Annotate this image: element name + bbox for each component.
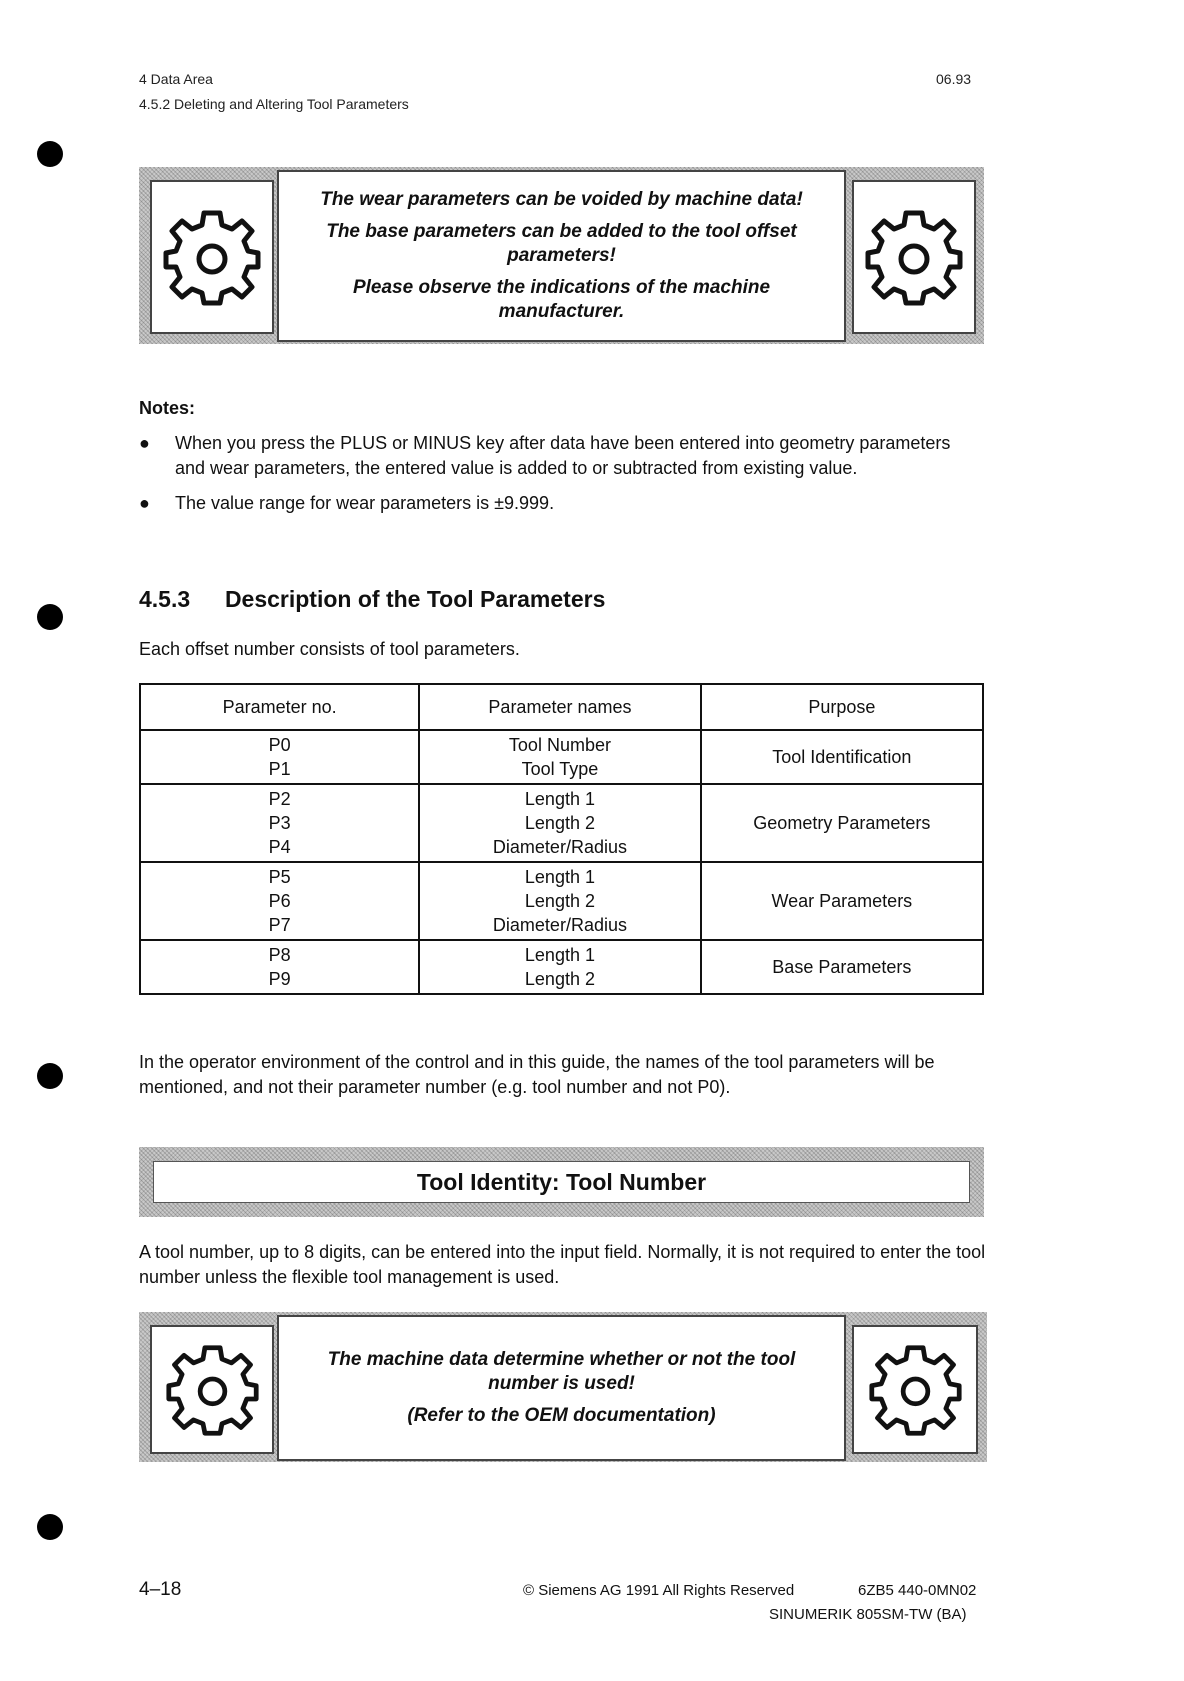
gear-icon (864, 207, 964, 307)
param-no: P7 (268, 915, 291, 935)
param-name: Length 1 (524, 945, 595, 965)
param-name: Length 2 (524, 891, 595, 911)
param-no: P4 (268, 837, 291, 857)
param-no: P6 (268, 891, 291, 911)
param-no: P3 (268, 813, 291, 833)
param-name: Tool Type (521, 759, 599, 779)
note2-line-1: The machine data determine whether or not the tool number is used! (327, 1349, 796, 1394)
table-row (140, 940, 983, 994)
section-intro: Each offset number consists of tool parameters. (139, 639, 520, 659)
gear-icon-cell (150, 1325, 274, 1454)
punch-hole (37, 1514, 63, 1540)
table-header-row (140, 684, 983, 730)
param-name: Diameter/Radius (492, 837, 627, 857)
machine-data-note (139, 167, 984, 344)
product-name: SINUMERIK 805SM-TW (BA) (769, 1606, 967, 1623)
table-row (140, 784, 983, 862)
gear-icon (162, 207, 262, 307)
list-item (139, 431, 984, 481)
header-chapter: 4 Data Area (139, 71, 213, 87)
copyright: © Siemens AG 1991 All Rights Reserved (523, 1582, 795, 1599)
page-number: 4–18 (139, 1579, 182, 1600)
gear-icon (165, 1342, 260, 1437)
table-row (140, 730, 983, 784)
param-no: P1 (268, 759, 291, 779)
gear-icon-cell (852, 180, 976, 334)
note1-line-3: Please observe the indications of the machine manufacturer. (352, 277, 771, 322)
notes-list (139, 431, 984, 516)
param-no: P9 (268, 969, 291, 989)
punch-hole (37, 1063, 63, 1089)
col-header-purpose: Purpose (701, 684, 983, 730)
param-purpose: Geometry Parameters (701, 784, 983, 862)
param-purpose: Base Parameters (701, 940, 983, 994)
tool-identity-title-box (139, 1147, 984, 1217)
gear-icon (868, 1342, 963, 1437)
table-row (140, 862, 983, 940)
operator-environment-paragraph: In the operator environment of the control and in this guide, the names of the tool parameters will be mentioned, and not their parameter number (e.g. tool number and not P0). (139, 1052, 935, 1097)
gear-icon-cell (852, 1325, 978, 1454)
list-item (139, 491, 984, 516)
note-item-1: When you press the PLUS or MINUS key after data have been entered into geometry parameters and wear parameters, the entered value is added to or subtracted from existing value. (175, 433, 951, 478)
param-no: P0 (268, 735, 291, 755)
bullet-icon: ● (139, 493, 150, 513)
note1-line-2: The base parameters can be added to the tool offset parameters! (326, 221, 797, 266)
header-date: 06.93 (936, 71, 972, 87)
col-header-parameter-no: Parameter no. (140, 684, 419, 730)
section-heading (139, 586, 605, 613)
param-no: P2 (268, 789, 291, 809)
punch-hole (37, 141, 63, 167)
param-purpose: Tool Identification (701, 730, 983, 784)
note2-line-2: (Refer to the OEM documentation) (407, 1405, 716, 1426)
header-section: 4.5.2 Deleting and Altering Tool Parameters (139, 96, 409, 112)
param-name: Tool Number (508, 735, 611, 755)
param-purpose: Wear Parameters (701, 862, 983, 940)
tool-number-paragraph: A tool number, up to 8 digits, can be entered into the input field. Normally, it is not required to enter the tool number unless the flexible tool management is used. (139, 1242, 986, 1287)
param-name: Diameter/Radius (492, 915, 627, 935)
param-no: P5 (268, 867, 291, 887)
oem-note (139, 1312, 987, 1462)
tool-identity-title: Tool Identity: Tool Number (153, 1161, 970, 1203)
param-name: Length 2 (524, 813, 595, 833)
note1-line-1: The wear parameters can be voided by machine data! (320, 189, 803, 210)
param-no: P8 (268, 945, 291, 965)
param-name: Length 2 (524, 969, 595, 989)
bullet-icon: ● (139, 433, 150, 453)
order-number: 6ZB5 440-0MN02 (858, 1582, 977, 1599)
punch-hole (37, 604, 63, 630)
note-item-2: The value range for wear parameters is ±9.999. (175, 493, 555, 513)
param-name: Length 1 (524, 867, 595, 887)
section-title: Description of the Tool Parameters (224, 586, 606, 612)
parameters-table (139, 683, 984, 995)
section-number: 4.5.3 (139, 586, 191, 612)
col-header-parameter-names: Parameter names (419, 684, 700, 730)
notes-heading: Notes: (139, 398, 196, 418)
param-name: Length 1 (524, 789, 595, 809)
gear-icon-cell (150, 180, 274, 334)
